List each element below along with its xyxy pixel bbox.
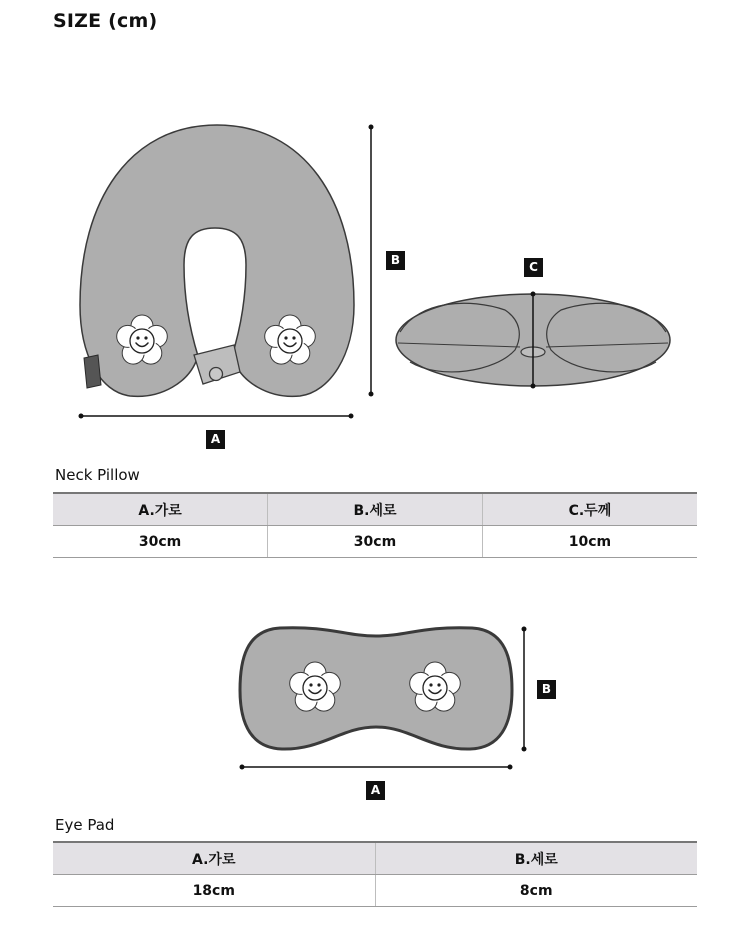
neck-pillow-dimension-b-badge: B: [386, 251, 405, 270]
eye-pad-dimension-a-badge: A: [366, 781, 385, 800]
neck-pillow-section-label: Neck Pillow: [55, 466, 140, 484]
label-tag: [84, 355, 101, 388]
eye-pad-header-height: B.세로: [375, 842, 697, 875]
neck-pillow-front-illustration: [80, 125, 354, 396]
neck-pillow-dimension-c-badge: C: [524, 258, 543, 277]
eye-pad-value-height: 8cm: [375, 875, 697, 907]
eye-pad-dimension-b-badge: B: [537, 680, 556, 699]
neck-pillow-size-table: [53, 492, 697, 558]
page-title: SIZE (cm): [53, 10, 158, 32]
table-header-row: [53, 842, 697, 875]
table-row: [53, 875, 697, 907]
table-header-row: [53, 493, 697, 526]
neck-pillow-value-height: 30cm: [268, 526, 483, 558]
neck-pillow-value-width: 30cm: [53, 526, 268, 558]
neck-pillow-header-height: B.세로: [268, 493, 483, 526]
eye-pad-size-table: [53, 841, 697, 907]
eye-pad-illustration: [240, 628, 512, 749]
neck-pillow-value-thickness: 10cm: [482, 526, 697, 558]
eye-pad-section-label: Eye Pad: [55, 816, 115, 834]
neck-pillow-dimension-a-badge: A: [206, 430, 225, 449]
snap-button: [210, 368, 223, 381]
table-row: [53, 526, 697, 558]
eye-pad-header-width: A.가로: [53, 842, 375, 875]
neck-pillow-header-width: A.가로: [53, 493, 268, 526]
eye-pad-value-width: 18cm: [53, 875, 375, 907]
neck-pillow-header-thickness: C.두께: [482, 493, 697, 526]
